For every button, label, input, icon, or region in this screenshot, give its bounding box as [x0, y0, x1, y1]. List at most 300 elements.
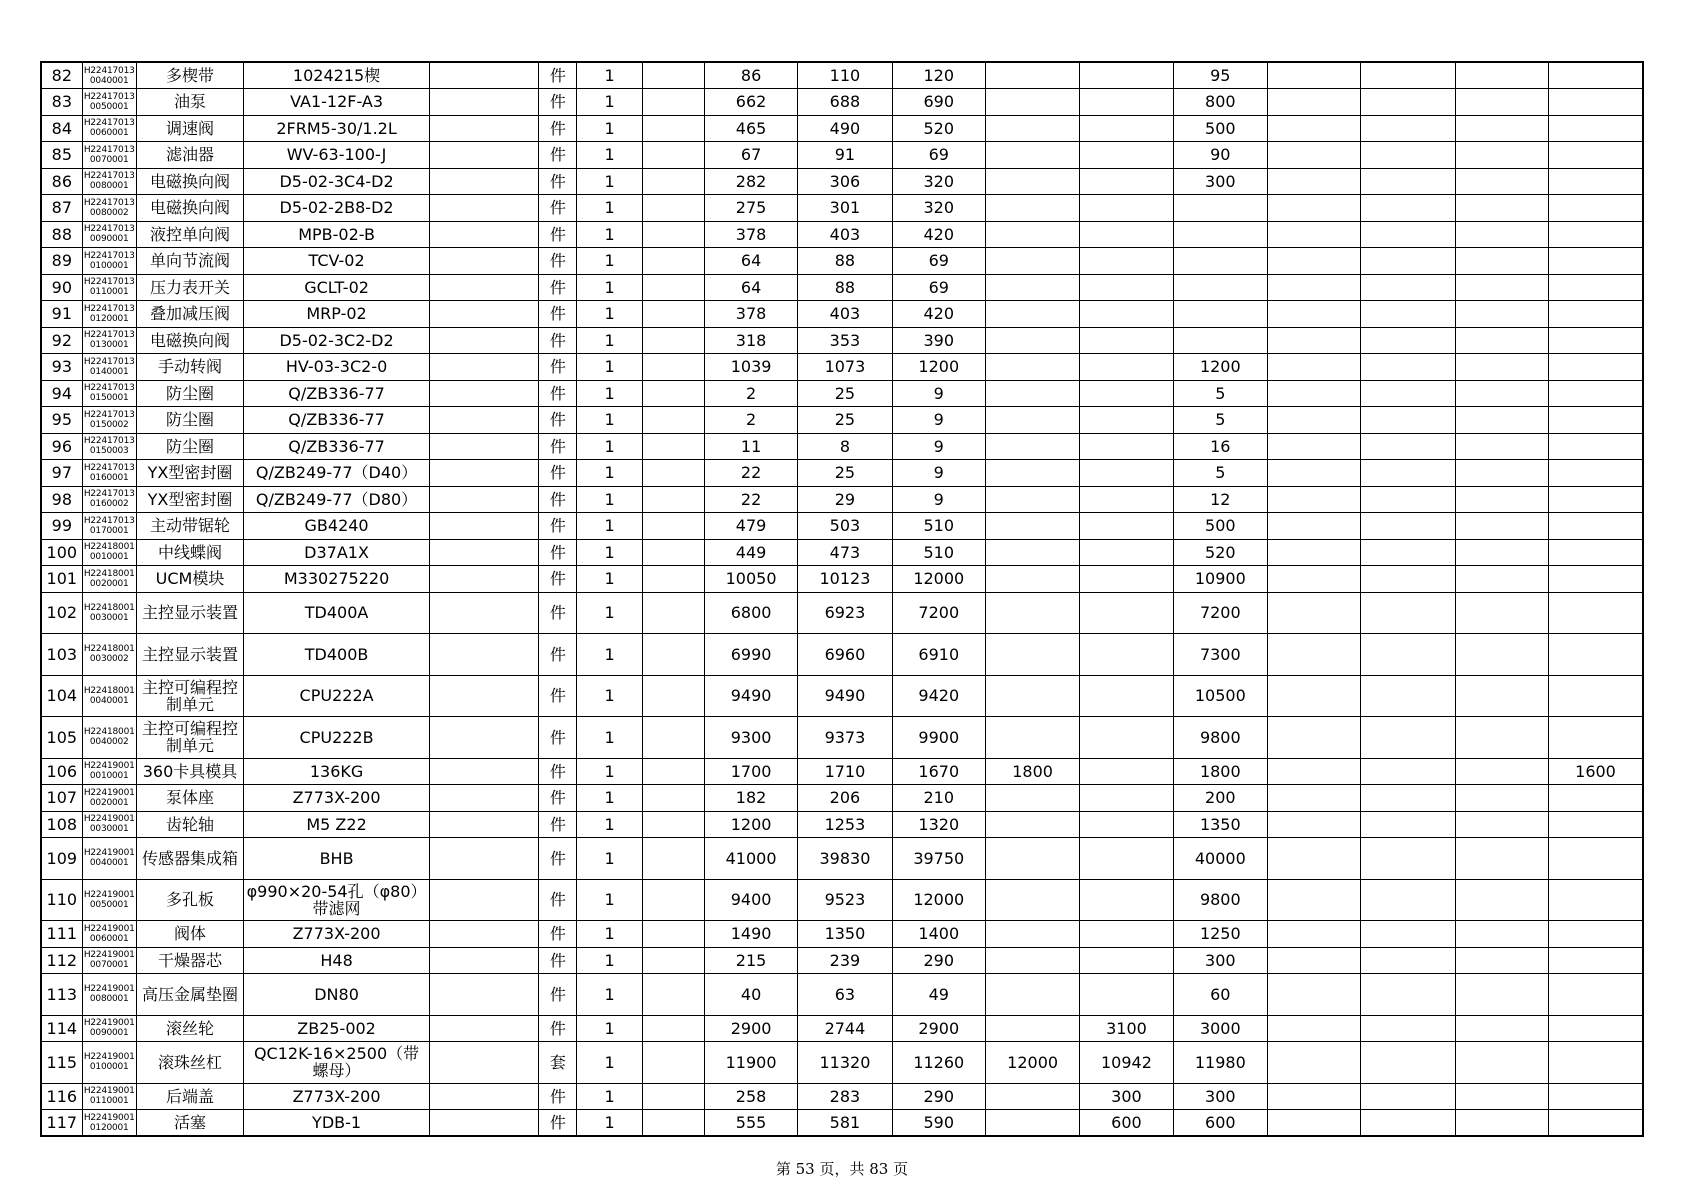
price-8: [1361, 433, 1455, 460]
price-3: 7200: [892, 592, 985, 634]
item-spec: QC12K-16×2500（带螺母）: [244, 1042, 430, 1084]
blank-cell: [642, 327, 704, 354]
price-9: [1455, 921, 1548, 948]
unit: 件: [539, 785, 577, 812]
price-2: 110: [798, 62, 892, 89]
blank-cell: [429, 327, 538, 354]
price-9: [1455, 1042, 1548, 1084]
price-7: [1267, 1042, 1360, 1084]
price-1: 22: [704, 460, 797, 487]
item-name: 阀体: [136, 921, 243, 948]
item-spec: CPU222B: [244, 717, 430, 759]
row-number: 99: [41, 513, 82, 540]
blank-cell: [429, 974, 538, 1016]
unit: 件: [539, 327, 577, 354]
blank-cell: [429, 354, 538, 381]
unit: 件: [539, 486, 577, 513]
price-7: [1267, 301, 1360, 328]
item-spec: MRP-02: [244, 301, 430, 328]
material-code: H224170130080001: [82, 168, 136, 195]
quantity: 1: [577, 168, 642, 195]
price-3: 69: [892, 274, 985, 301]
unit: 件: [539, 380, 577, 407]
material-code: H224170130110001: [82, 274, 136, 301]
item-name: 滚珠丝杠: [136, 1042, 243, 1084]
unit: 件: [539, 811, 577, 838]
price-7: [1267, 566, 1360, 593]
price-1: 555: [704, 1110, 797, 1137]
blank-cell: [642, 879, 704, 921]
price-5: [1080, 486, 1173, 513]
price-1: 318: [704, 327, 797, 354]
price-2: 6923: [798, 592, 892, 634]
price-8: [1361, 717, 1455, 759]
blank-cell: [429, 634, 538, 676]
item-name: 调速阀: [136, 115, 243, 142]
price-10: [1549, 838, 1644, 880]
row-number: 106: [41, 758, 82, 785]
price-9: [1455, 407, 1548, 434]
price-2: 1350: [798, 921, 892, 948]
price-5: [1080, 838, 1173, 880]
row-number: 113: [41, 974, 82, 1016]
price-4: [985, 115, 1079, 142]
table-row: [41, 592, 1643, 634]
price-5: [1080, 274, 1173, 301]
item-spec: φ990×20-54孔（φ80）带滤网: [244, 879, 430, 921]
price-8: [1361, 785, 1455, 812]
price-2: 39830: [798, 838, 892, 880]
price-10: [1549, 62, 1644, 89]
blank-cell: [642, 566, 704, 593]
quantity: 1: [577, 566, 642, 593]
price-7: [1267, 539, 1360, 566]
price-9: [1455, 327, 1548, 354]
price-10: [1549, 539, 1644, 566]
price-5: 600: [1080, 1110, 1173, 1137]
price-10: [1549, 947, 1644, 974]
quantity: 1: [577, 1083, 642, 1110]
price-8: [1361, 811, 1455, 838]
price-10: 1600: [1549, 758, 1644, 785]
price-4: [985, 89, 1079, 116]
material-code: H224190010030001: [82, 811, 136, 838]
price-4: [985, 1015, 1079, 1042]
price-3: 420: [892, 221, 985, 248]
price-4: [985, 947, 1079, 974]
row-number: 97: [41, 460, 82, 487]
blank-cell: [642, 1042, 704, 1084]
price-9: [1455, 248, 1548, 275]
table-row: [41, 354, 1643, 381]
price-8: [1361, 513, 1455, 540]
quantity: 1: [577, 248, 642, 275]
price-8: [1361, 838, 1455, 880]
table-row: [41, 879, 1643, 921]
price-5: [1080, 513, 1173, 540]
price-7: [1267, 168, 1360, 195]
row-number: 114: [41, 1015, 82, 1042]
item-name: 齿轮轴: [136, 811, 243, 838]
unit: 件: [539, 62, 577, 89]
price-3: 39750: [892, 838, 985, 880]
row-number: 85: [41, 142, 82, 169]
price-2: 473: [798, 539, 892, 566]
price-4: [985, 221, 1079, 248]
price-9: [1455, 62, 1548, 89]
quantity: 1: [577, 785, 642, 812]
price-7: [1267, 62, 1360, 89]
item-spec: Z773X-200: [244, 785, 430, 812]
item-name: 主控显示装置: [136, 634, 243, 676]
price-4: [985, 566, 1079, 593]
price-1: 67: [704, 142, 797, 169]
price-10: [1549, 1110, 1644, 1137]
price-7: [1267, 811, 1360, 838]
blank-cell: [642, 407, 704, 434]
table-row: [41, 486, 1643, 513]
price-3: 1670: [892, 758, 985, 785]
price-5: [1080, 380, 1173, 407]
row-number: 95: [41, 407, 82, 434]
blank-cell: [642, 274, 704, 301]
item-spec: Z773X-200: [244, 1083, 430, 1110]
item-spec: TD400B: [244, 634, 430, 676]
quantity: 1: [577, 115, 642, 142]
price-6: 5: [1173, 380, 1267, 407]
table-row: [41, 675, 1643, 717]
price-7: [1267, 838, 1360, 880]
material-code: H224170130140001: [82, 354, 136, 381]
price-1: 1700: [704, 758, 797, 785]
quantity: 1: [577, 274, 642, 301]
price-10: [1549, 433, 1644, 460]
price-1: 10050: [704, 566, 797, 593]
price-6: 1200: [1173, 354, 1267, 381]
price-3: 520: [892, 115, 985, 142]
row-number: 98: [41, 486, 82, 513]
price-4: [985, 513, 1079, 540]
item-name: 单向节流阀: [136, 248, 243, 275]
blank-cell: [642, 811, 704, 838]
item-spec: BHB: [244, 838, 430, 880]
quantity: 1: [577, 460, 642, 487]
price-6: 10900: [1173, 566, 1267, 593]
price-3: 590: [892, 1110, 985, 1137]
item-spec: M5 Z22: [244, 811, 430, 838]
blank-cell: [429, 460, 538, 487]
item-name: 主控可编程控制单元: [136, 717, 243, 759]
price-8: [1361, 327, 1455, 354]
quantity: 1: [577, 195, 642, 222]
price-1: 9300: [704, 717, 797, 759]
blank-cell: [429, 1015, 538, 1042]
unit: 件: [539, 566, 577, 593]
blank-cell: [429, 62, 538, 89]
blank-cell: [642, 838, 704, 880]
price-6: 12: [1173, 486, 1267, 513]
price-6: 60: [1173, 974, 1267, 1016]
material-code: H224190010070001: [82, 947, 136, 974]
blank-cell: [642, 486, 704, 513]
price-5: [1080, 634, 1173, 676]
price-10: [1549, 1042, 1644, 1084]
material-code: H224180010020001: [82, 566, 136, 593]
row-number: 101: [41, 566, 82, 593]
blank-cell: [429, 758, 538, 785]
blank-cell: [429, 407, 538, 434]
blank-cell: [429, 248, 538, 275]
price-2: 11320: [798, 1042, 892, 1084]
price-9: [1455, 460, 1548, 487]
blank-cell: [642, 539, 704, 566]
price-4: [985, 539, 1079, 566]
item-name: 防尘圈: [136, 380, 243, 407]
quantity: 1: [577, 974, 642, 1016]
item-name: 电磁换向阀: [136, 327, 243, 354]
price-10: [1549, 274, 1644, 301]
material-code: H224190010040001: [82, 838, 136, 880]
price-2: 10123: [798, 566, 892, 593]
price-2: 29: [798, 486, 892, 513]
price-10: [1549, 879, 1644, 921]
blank-cell: [429, 592, 538, 634]
item-spec: Q/ZB249-77（D80）: [244, 486, 430, 513]
row-number: 87: [41, 195, 82, 222]
price-6: 300: [1173, 1083, 1267, 1110]
unit: 件: [539, 921, 577, 948]
price-7: [1267, 115, 1360, 142]
table-row: [41, 539, 1643, 566]
price-6: 500: [1173, 513, 1267, 540]
row-number: 82: [41, 62, 82, 89]
row-number: 115: [41, 1042, 82, 1084]
price-6: 40000: [1173, 838, 1267, 880]
price-3: 9: [892, 460, 985, 487]
blank-cell: [642, 921, 704, 948]
item-name: 防尘圈: [136, 407, 243, 434]
price-3: 510: [892, 539, 985, 566]
price-8: [1361, 62, 1455, 89]
material-code: H224170130060001: [82, 115, 136, 142]
price-7: [1267, 142, 1360, 169]
material-code: H224170130100001: [82, 248, 136, 275]
material-code: H224180010010001: [82, 539, 136, 566]
price-6: 9800: [1173, 717, 1267, 759]
price-2: 25: [798, 407, 892, 434]
unit: 件: [539, 634, 577, 676]
blank-cell: [429, 513, 538, 540]
quantity: 1: [577, 921, 642, 948]
price-4: [985, 248, 1079, 275]
quantity: 1: [577, 717, 642, 759]
blank-cell: [642, 62, 704, 89]
blank-cell: [642, 634, 704, 676]
price-4: [985, 195, 1079, 222]
price-9: [1455, 838, 1548, 880]
material-code: H224190010120001: [82, 1110, 136, 1137]
price-5: [1080, 221, 1173, 248]
price-8: [1361, 974, 1455, 1016]
price-8: [1361, 758, 1455, 785]
quantity: 1: [577, 758, 642, 785]
price-4: [985, 486, 1079, 513]
price-8: [1361, 301, 1455, 328]
blank-cell: [642, 221, 704, 248]
price-9: [1455, 1015, 1548, 1042]
quantity: 1: [577, 539, 642, 566]
price-1: 6800: [704, 592, 797, 634]
price-9: [1455, 221, 1548, 248]
price-3: 12000: [892, 879, 985, 921]
price-8: [1361, 460, 1455, 487]
price-6: [1173, 327, 1267, 354]
price-10: [1549, 221, 1644, 248]
price-3: 290: [892, 1083, 985, 1110]
blank-cell: [642, 248, 704, 275]
price-2: 2744: [798, 1015, 892, 1042]
blank-cell: [429, 433, 538, 460]
price-9: [1455, 592, 1548, 634]
price-1: 9400: [704, 879, 797, 921]
row-number: 108: [41, 811, 82, 838]
price-3: 2900: [892, 1015, 985, 1042]
item-spec: Q/ZB336-77: [244, 407, 430, 434]
price-5: 300: [1080, 1083, 1173, 1110]
price-7: [1267, 879, 1360, 921]
material-code: H224180010030001: [82, 592, 136, 634]
material-code: H224190010050001: [82, 879, 136, 921]
price-2: 88: [798, 248, 892, 275]
row-number: 83: [41, 89, 82, 116]
price-5: [1080, 142, 1173, 169]
price-9: [1455, 539, 1548, 566]
price-4: [985, 301, 1079, 328]
price-3: 49: [892, 974, 985, 1016]
table-row: [41, 838, 1643, 880]
item-spec: 1024215楔: [244, 62, 430, 89]
item-spec: GCLT-02: [244, 274, 430, 301]
price-7: [1267, 634, 1360, 676]
price-1: 378: [704, 301, 797, 328]
price-2: 63: [798, 974, 892, 1016]
price-6: 1800: [1173, 758, 1267, 785]
blank-cell: [642, 758, 704, 785]
material-code: H224170130050001: [82, 89, 136, 116]
blank-cell: [642, 592, 704, 634]
price-6: 5: [1173, 407, 1267, 434]
material-code: H224190010110001: [82, 1083, 136, 1110]
price-8: [1361, 248, 1455, 275]
item-name: YX型密封圈: [136, 460, 243, 487]
price-4: [985, 1110, 1079, 1137]
unit: 件: [539, 1110, 577, 1137]
price-6: 1350: [1173, 811, 1267, 838]
price-6: 95: [1173, 62, 1267, 89]
price-9: [1455, 634, 1548, 676]
price-4: 1800: [985, 758, 1079, 785]
item-name: 叠加减压阀: [136, 301, 243, 328]
table-row: [41, 407, 1643, 434]
price-10: [1549, 407, 1644, 434]
price-2: 9373: [798, 717, 892, 759]
unit: 件: [539, 758, 577, 785]
price-1: 479: [704, 513, 797, 540]
material-code: H224180010040001: [82, 675, 136, 717]
unit: 件: [539, 592, 577, 634]
price-6: [1173, 301, 1267, 328]
table-row: [41, 433, 1643, 460]
table-row: [41, 168, 1643, 195]
unit: 件: [539, 460, 577, 487]
price-10: [1549, 566, 1644, 593]
price-7: [1267, 274, 1360, 301]
price-5: [1080, 115, 1173, 142]
price-4: [985, 592, 1079, 634]
item-spec: Q/ZB336-77: [244, 433, 430, 460]
price-4: [985, 460, 1079, 487]
quantity: 1: [577, 675, 642, 717]
blank-cell: [642, 1083, 704, 1110]
price-10: [1549, 327, 1644, 354]
price-7: [1267, 974, 1360, 1016]
price-5: [1080, 460, 1173, 487]
unit: 件: [539, 115, 577, 142]
item-name: 液控单向阀: [136, 221, 243, 248]
price-6: 5: [1173, 460, 1267, 487]
unit: 件: [539, 947, 577, 974]
price-3: 420: [892, 301, 985, 328]
price-9: [1455, 195, 1548, 222]
price-8: [1361, 1042, 1455, 1084]
price-2: 25: [798, 460, 892, 487]
unit: 件: [539, 838, 577, 880]
blank-cell: [642, 675, 704, 717]
price-3: 12000: [892, 566, 985, 593]
row-number: 102: [41, 592, 82, 634]
row-number: 96: [41, 433, 82, 460]
blank-cell: [429, 838, 538, 880]
row-number: 84: [41, 115, 82, 142]
quantity: 1: [577, 142, 642, 169]
row-number: 110: [41, 879, 82, 921]
table-row: [41, 274, 1643, 301]
price-1: 2900: [704, 1015, 797, 1042]
price-8: [1361, 921, 1455, 948]
price-8: [1361, 539, 1455, 566]
item-spec: WV-63-100-J: [244, 142, 430, 169]
price-10: [1549, 460, 1644, 487]
item-name: 高压金属垫圈: [136, 974, 243, 1016]
blank-cell: [642, 785, 704, 812]
price-2: 9490: [798, 675, 892, 717]
material-code: H224170130160001: [82, 460, 136, 487]
material-code: H224170130150001: [82, 380, 136, 407]
price-1: 1039: [704, 354, 797, 381]
item-name: 主控可编程控制单元: [136, 675, 243, 717]
price-3: 210: [892, 785, 985, 812]
item-name: YX型密封圈: [136, 486, 243, 513]
price-2: 301: [798, 195, 892, 222]
unit: 件: [539, 433, 577, 460]
price-9: [1455, 380, 1548, 407]
quantity: 1: [577, 811, 642, 838]
price-5: [1080, 89, 1173, 116]
quantity: 1: [577, 1015, 642, 1042]
table-row: [41, 89, 1643, 116]
price-3: 1320: [892, 811, 985, 838]
price-6: 300: [1173, 168, 1267, 195]
